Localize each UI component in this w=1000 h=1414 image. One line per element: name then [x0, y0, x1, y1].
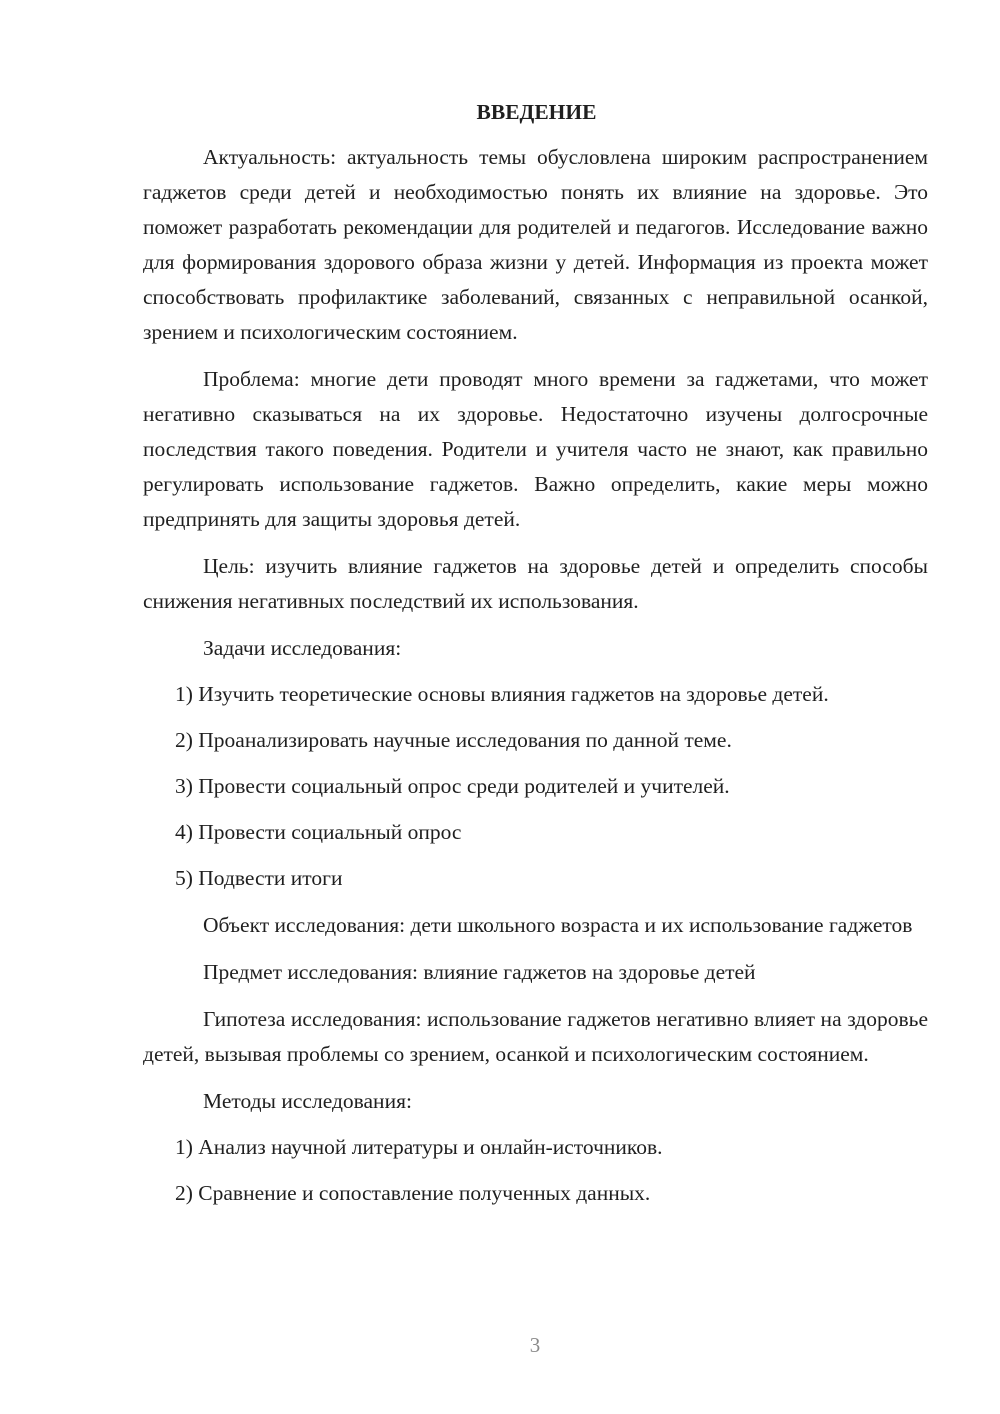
section-heading: ВВЕДЕНИЕ	[476, 100, 597, 124]
tasks-heading: Задачи исследования:	[203, 636, 402, 660]
document-page	[143, 96, 928, 1211]
method-item: 2) Сравнение и сопоставление полученных данных.	[175, 1181, 651, 1205]
task-item: 1) Изучить теоретические основы влияния гаджетов на здоровье детей.	[175, 682, 829, 706]
goal-paragraph: Цель: изучить влияние гаджетов на здоровье детей и определить способы снижения негативных последствий их использования.	[143, 554, 928, 613]
object-paragraph: Объект исследования: дети школьного возраста и их использование гаджетов	[203, 913, 913, 937]
problem-paragraph: Проблема: многие дети проводят много времени за гаджетами, что может негативно сказываться на их здоровье. Недостаточно изучены долгосрочные последствия такого поведения. Родители и учителя часто не знают, как правильно регулировать использование гаджетов. Важно определить, какие меры можно предпринять для защиты здоровья детей.	[143, 367, 928, 531]
task-item: 3) Провести социальный опрос среди родителей и учителей.	[175, 774, 730, 798]
hypothesis-paragraph: Гипотеза исследования: использование гаджетов негативно влияет на здоровье детей, вызывая проблемы со зрением, осанкой и психологическим состоянием.	[143, 1007, 928, 1066]
task-item: 4) Провести социальный опрос	[175, 820, 462, 844]
relevance-paragraph: Актуальность: актуальность темы обусловлена широким распространением гаджетов среди детей и необходимостью понять их влияние на здоровье. Это поможет разработать рекомендации для родителей и педагогов. Исследование важно для формирования здорового образа жизни у детей. Информация из проекта может способствовать профилактике заболеваний, связанных с неправильной осанкой, зрением и психологическим состоянием.	[143, 145, 928, 344]
page-number: 3	[529, 1333, 541, 1357]
method-item: 1) Анализ научной литературы и онлайн-источников.	[175, 1135, 663, 1159]
subject-paragraph: Предмет исследования: влияние гаджетов на здоровье детей	[203, 960, 756, 984]
methods-heading: Методы исследования:	[203, 1089, 412, 1113]
task-item: 2) Проанализировать научные исследования по данной теме.	[175, 728, 732, 752]
task-item: 5) Подвести итоги	[175, 866, 343, 890]
